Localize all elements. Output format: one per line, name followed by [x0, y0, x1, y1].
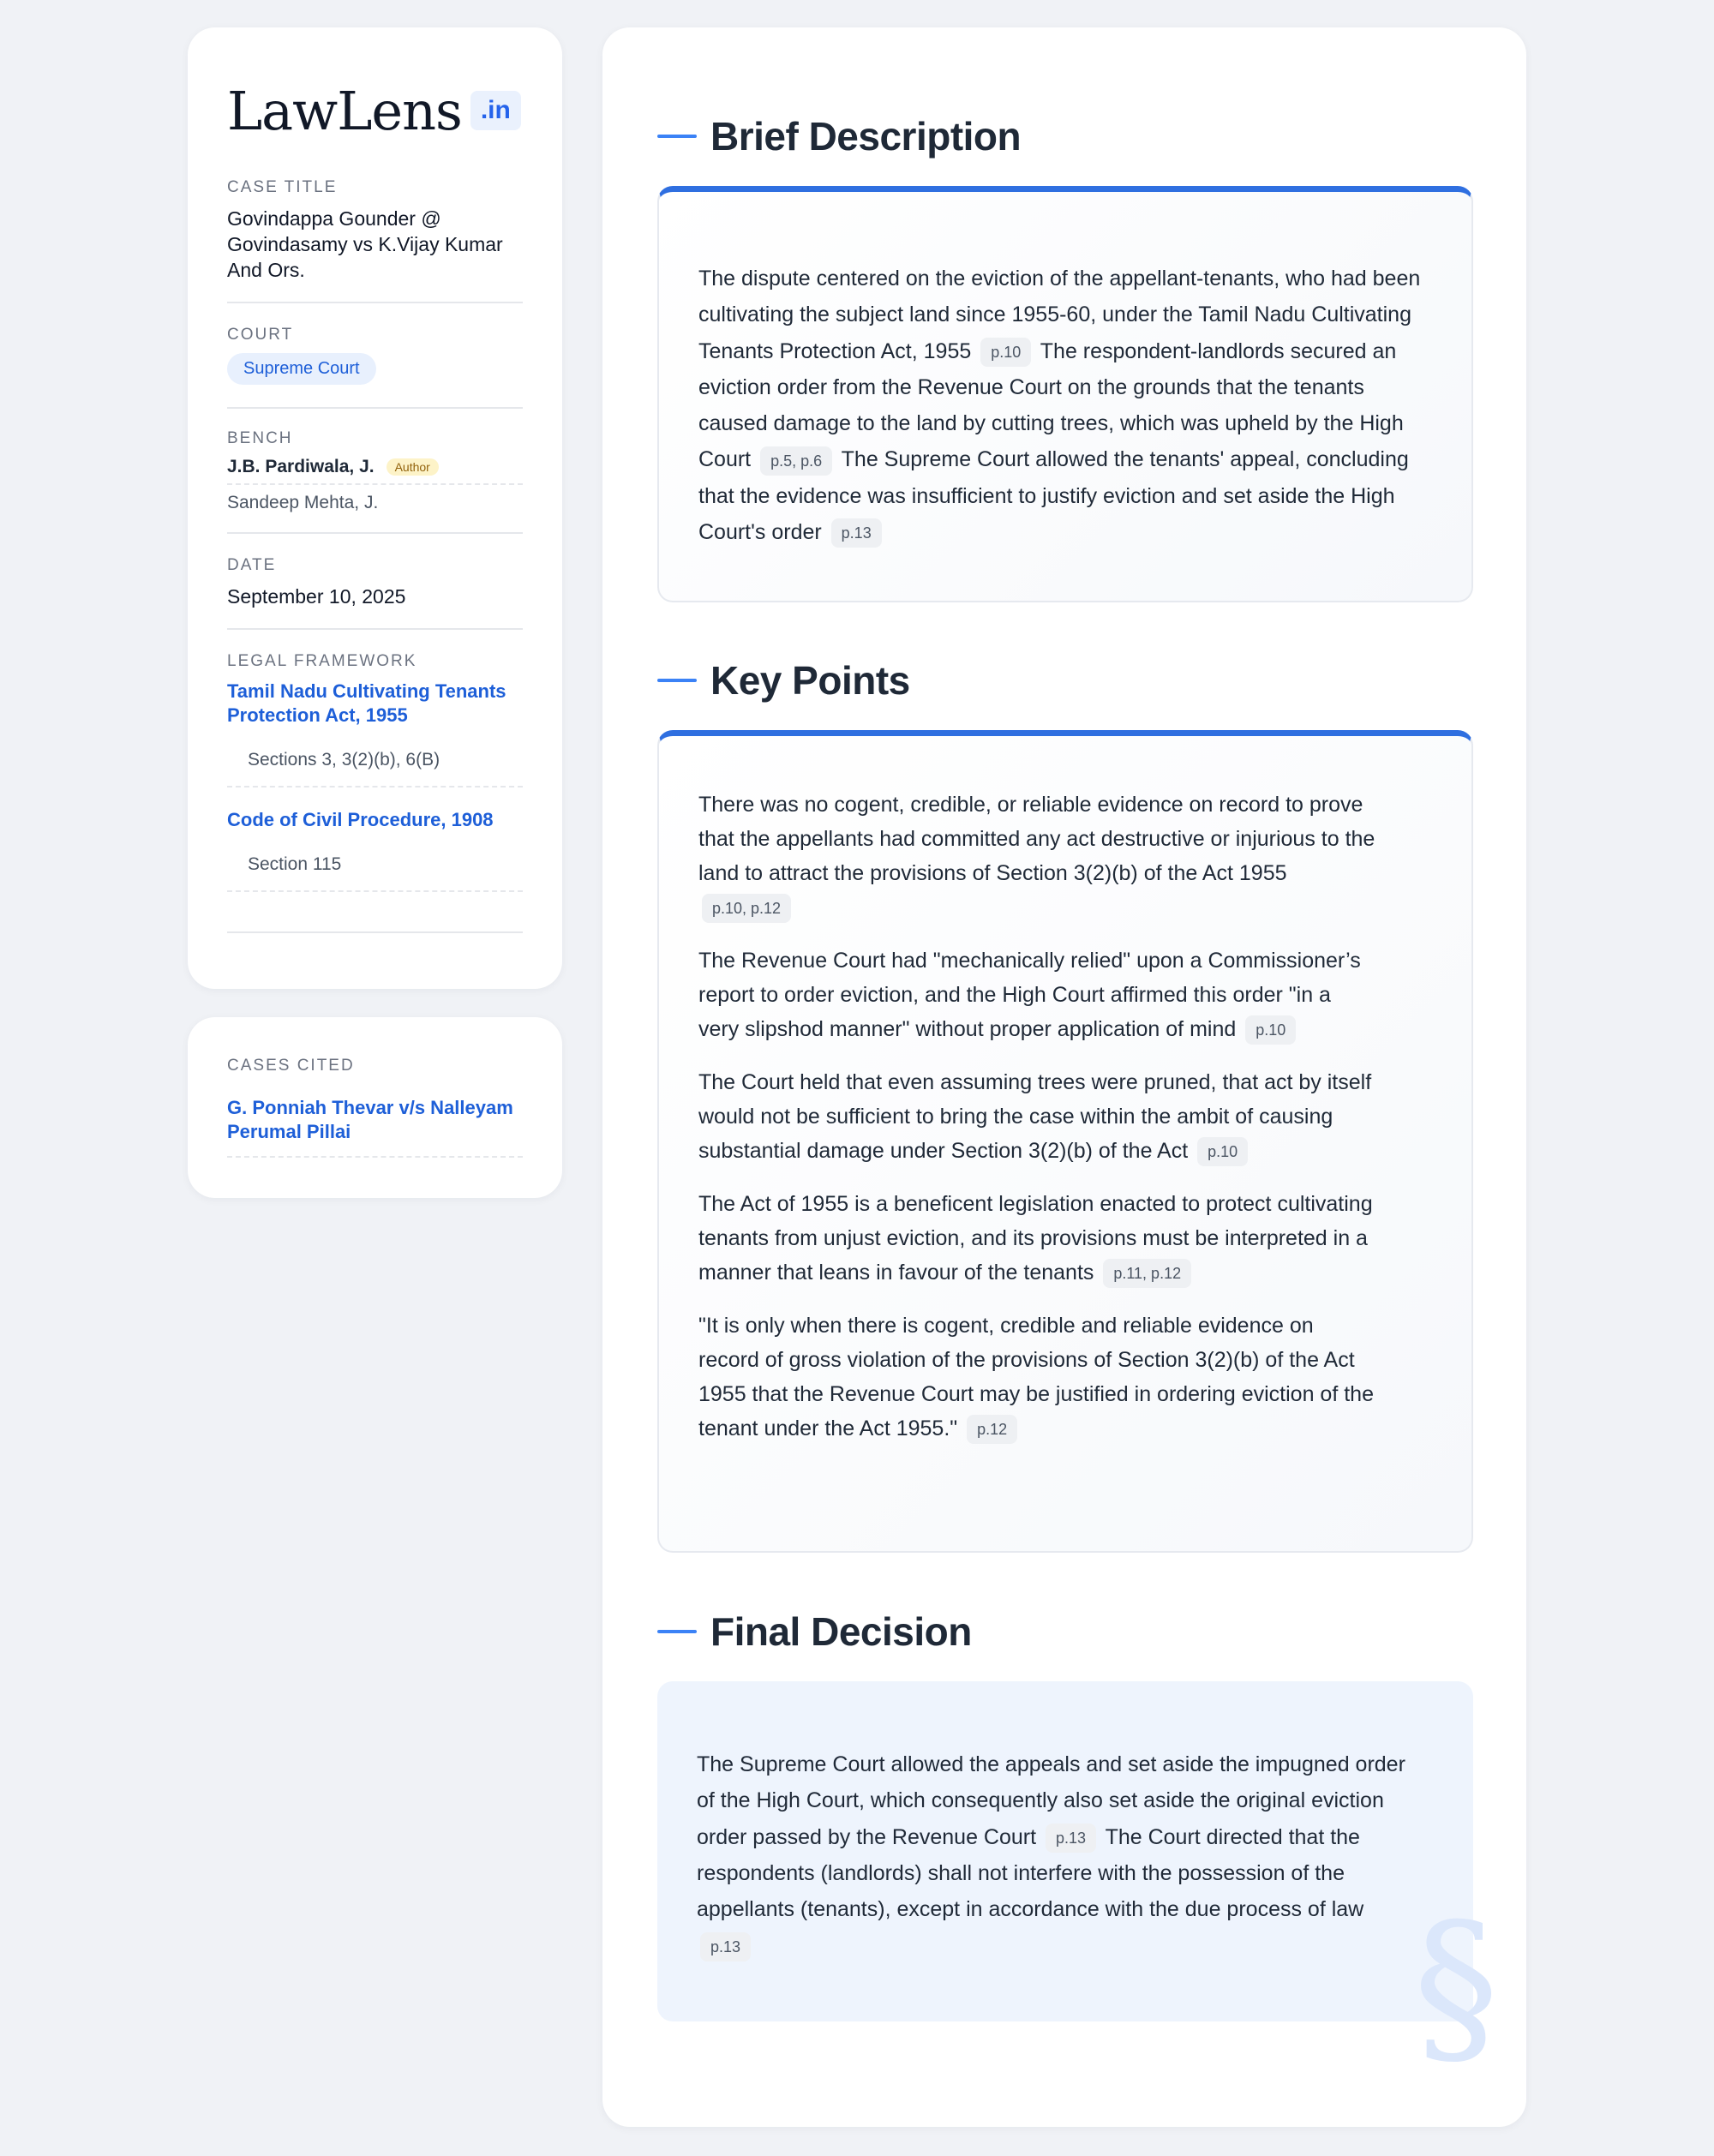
cited-case-link[interactable]: G. Ponniah Thevar v/s Nalleyam Perumal Pillai	[227, 1096, 523, 1158]
brief-description-box	[657, 186, 1473, 602]
final-decision-heading	[657, 1608, 972, 1655]
final-segment: The Supreme Court allowed the appeals and set aside the impugned order of the High Court, which consequently also set aside the original eviction order passed by the Revenue Court	[697, 1752, 1405, 1849]
legal-framework-label: LEGAL FRAMEWORK	[227, 652, 417, 670]
page-citation[interactable]: p.11, p.12	[1103, 1259, 1191, 1288]
logo-text: LawLens	[227, 79, 462, 142]
key-point	[698, 943, 1375, 1046]
key-point	[698, 788, 1375, 925]
page-citation[interactable]: p.10	[1197, 1137, 1248, 1166]
heading-accent	[657, 1630, 697, 1633]
court-label: COURT	[227, 326, 294, 344]
logo-domain-badge: .in	[470, 91, 521, 130]
key-point	[698, 1065, 1375, 1168]
page-citation[interactable]: p.13	[1046, 1824, 1096, 1853]
case-title-section	[227, 178, 523, 303]
section-title: Key Points	[710, 658, 910, 703]
date-value: September 10, 2025	[227, 585, 406, 608]
logo[interactable]	[227, 75, 523, 146]
act-sections: Sections 3, 3(2)(b), 6(B)	[227, 734, 523, 788]
brief-description-text	[698, 261, 1432, 550]
bench-label: BENCH	[227, 429, 293, 447]
page-citation[interactable]: p.10	[1245, 1015, 1296, 1045]
page-citation[interactable]: p.13	[831, 518, 882, 548]
act-sections: Section 115	[227, 839, 523, 892]
date-label: DATE	[227, 556, 277, 574]
act-link[interactable]: Code of Civil Procedure, 1908	[227, 809, 494, 830]
judge-name: Sandeep Mehta, J.	[227, 492, 379, 512]
section-title: Brief Description	[710, 114, 1022, 159]
key-point-text: "It is only when there is cogent, credible and reliable evidence on record of gross violation of the provisions of Section 3(2)(b) of the Act 1955 that the Revenue Court may be justified in ordering eviction of the tenant under the Act 1955."	[698, 1314, 1374, 1440]
key-point-text: The Court held that even assuming trees were pruned, that act by itself would not be sufficient to bring the case within the ambit of causing substantial damage under Section 3(2)(b) of the Act	[698, 1070, 1372, 1163]
cases-cited-card	[188, 1017, 562, 1198]
heading-accent	[657, 679, 697, 682]
key-point-text: The Act of 1955 is a beneficent legislation enacted to protect cultivating tenants from unjust eviction, and its provisions must be interpreted in a manner that leans in favour of the tenants	[698, 1192, 1373, 1285]
bench-judge-row	[227, 485, 523, 520]
heading-accent	[657, 135, 697, 138]
page-citation[interactable]: p.10, p.12	[702, 894, 791, 923]
case-title-label: CASE TITLE	[227, 178, 338, 196]
page-citation[interactable]: p.12	[967, 1415, 1017, 1444]
brief-segment: The respondent-landlords secured an eviction order from the Revenue Court on the grounds that the tenants caused damage to the land by cutting trees, which was upheld by the High Court	[698, 338, 1404, 472]
court-section	[227, 326, 523, 409]
final-decision-text	[697, 1746, 1418, 1964]
final-segment: The Court directed that the respondents (landlords) shall not interfere with the possession of the appellants (tenants), except in accordance with the due process of law	[697, 1824, 1364, 1922]
brief-description-heading	[657, 113, 1021, 159]
section-title: Final Decision	[710, 1609, 972, 1654]
case-title-value: Govindappa Gounder @ Govindasamy vs K.Vijay Kumar And Ors.	[227, 207, 503, 281]
act-link[interactable]: Tamil Nadu Cultivating Tenants Protection Act, 1955	[227, 680, 506, 726]
main-content-card	[602, 27, 1526, 2127]
key-point	[698, 1309, 1375, 1446]
key-point-text: The Revenue Court had "mechanically relied" upon a Commissioner’s report to order eviction, and the High Court affirmed this order "in a very slipshod manner" without proper application of mind	[698, 949, 1361, 1041]
key-point-text: There was no cogent, credible, or reliable evidence on record to prove that the appellants had committed any act destructive or injurious to the land to attract the provisions of Section 3(2)(b) of the Act 1955	[698, 793, 1375, 885]
legal-framework-section	[227, 652, 523, 933]
bench-judge-row	[227, 450, 523, 485]
brief-segment: The Supreme Court allowed the tenants' appeal, concluding that the evidence was insufficient to justify eviction and set aside the High Court's order	[698, 447, 1409, 545]
brief-segment: The dispute centered on the eviction of the appellant-tenants, who had been cultivating the subject land since 1955-60, under the Tamil Nadu Cultivating Tenants Protection Act, 1955	[698, 267, 1421, 363]
section-symbol-watermark: §	[1413, 1887, 1499, 2087]
page-citation[interactable]: p.5, p.6	[760, 446, 832, 476]
judge-name: J.B. Pardiwala, J.	[227, 456, 375, 476]
final-decision-box	[657, 1681, 1499, 2087]
cases-cited-label: CASES CITED	[227, 1057, 355, 1075]
bench-section	[227, 429, 523, 534]
page-citation[interactable]: p.10	[980, 338, 1031, 367]
case-metadata-card	[188, 27, 562, 989]
key-points-box	[657, 730, 1473, 1553]
court-badge: Supreme Court	[227, 353, 376, 385]
key-points-heading	[657, 657, 910, 704]
date-section	[227, 556, 523, 630]
key-point	[698, 1187, 1375, 1290]
author-badge: Author	[387, 458, 439, 476]
page-citation[interactable]: p.13	[700, 1932, 751, 1961]
